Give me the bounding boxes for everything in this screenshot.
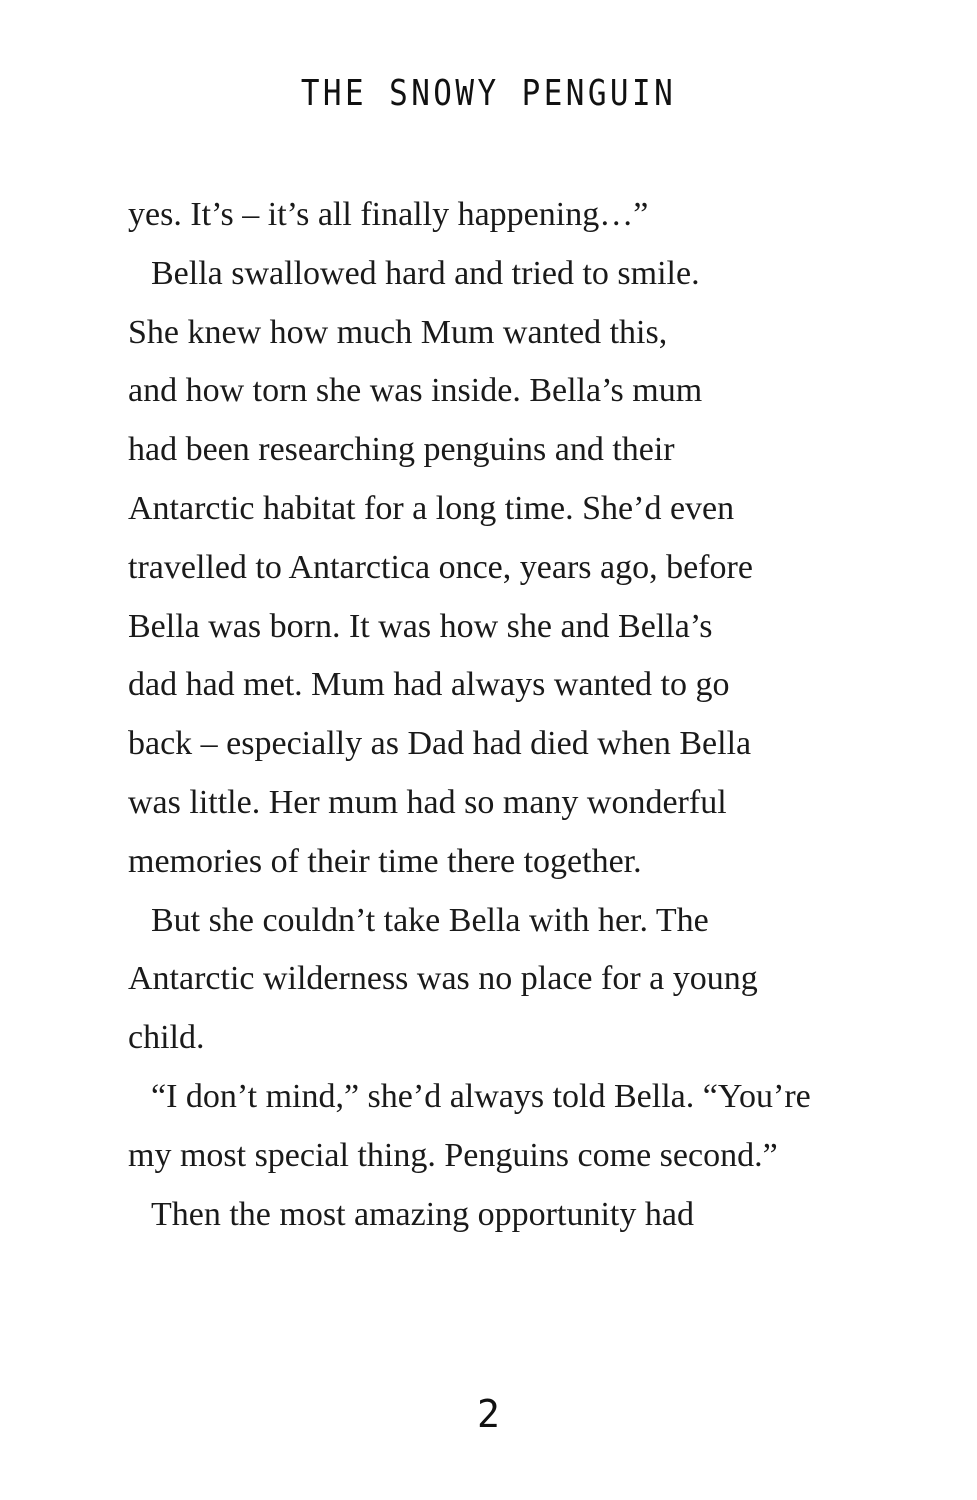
text-line: But she couldn’t take Bella with her. The	[151, 901, 709, 939]
text-line: had been researching penguins and their	[128, 431, 675, 469]
text-line: travelled to Antarctica once, years ago, before	[128, 548, 753, 586]
text-line: Bella swallowed hard and tried to smile.	[151, 254, 700, 292]
text-line: Then the most amazing opportunity had	[151, 1195, 694, 1233]
body-text	[128, 186, 848, 1244]
text-line: dad had met. Mum had always wanted to go	[128, 666, 730, 704]
text-line: child.	[128, 1019, 205, 1057]
text-line: back – especially as Dad had died when Bella	[128, 725, 752, 763]
text-line: Antarctic wilderness was no place for a young	[128, 960, 758, 998]
text-line: yes. It’s – it’s all finally happening…”	[128, 196, 649, 233]
page-number: 2	[477, 1392, 500, 1436]
text-line: Antarctic habitat for a long time. She’d even	[128, 489, 735, 527]
text-line: memories of their time there together.	[128, 842, 642, 880]
text-line: was little. Her mum had so many wonderful	[128, 783, 727, 821]
running-head: THE SNOWY PENGUIN	[300, 73, 677, 114]
text-line: my most special thing. Penguins come second.”	[128, 1136, 778, 1174]
text-line: and how torn she was inside. Bella’s mum	[128, 372, 703, 410]
text-line: Bella was born. It was how she and Bella’s	[128, 607, 713, 645]
text-line: “I don’t mind,” she’d always told Bella. “You’re	[151, 1077, 811, 1115]
text-line: She knew how much Mum wanted this,	[128, 313, 668, 351]
